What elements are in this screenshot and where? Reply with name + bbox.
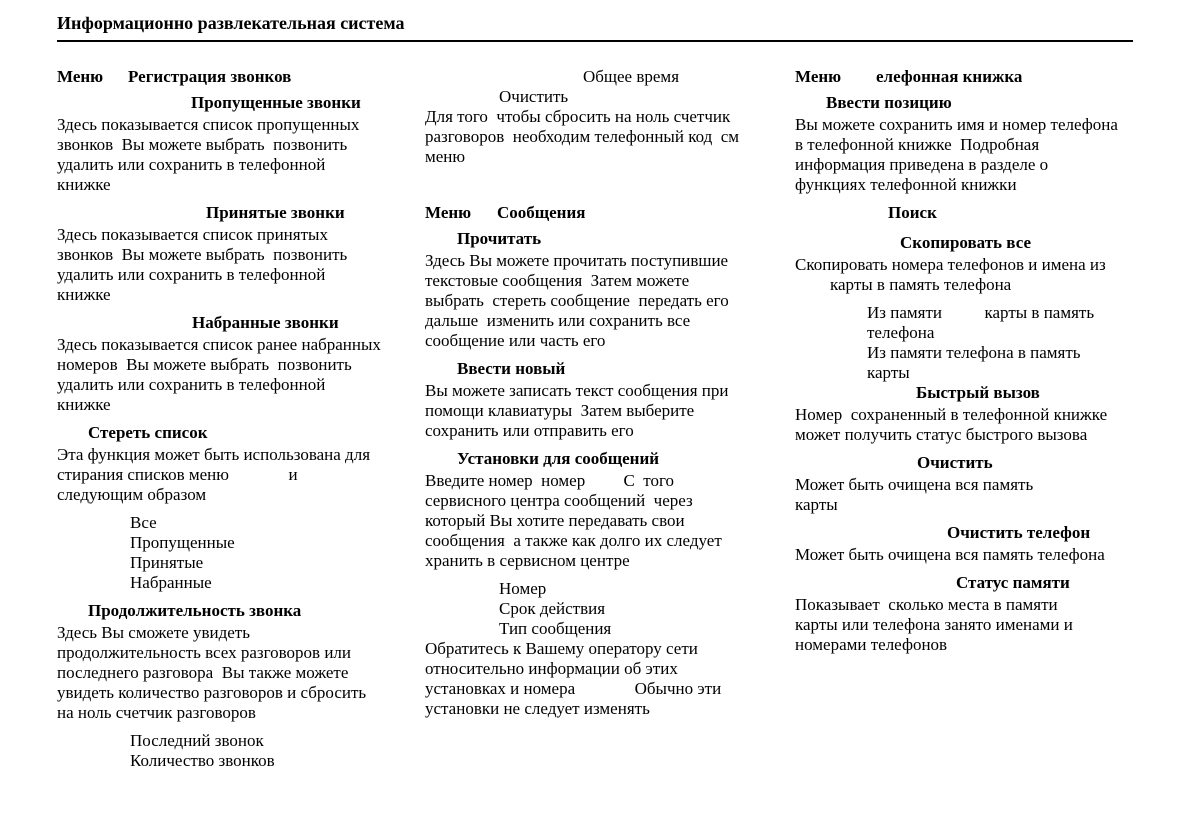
list-item: Пропущенные <box>130 533 235 552</box>
text-line: Из памяти карты в память <box>867 303 1095 322</box>
menu-label: Меню <box>57 67 104 86</box>
text-line: помощи клавиатуры Затем выберите <box>425 401 695 420</box>
text-line: Здесь показывается список пропущенных <box>57 115 360 134</box>
heading-missed-calls: Пропущенные звонки <box>191 93 361 112</box>
section-title-phonebook: елефонная книжка <box>876 67 1023 86</box>
text-line: удалить или сохранить в телефонной <box>57 375 326 394</box>
text-line: информация приведена в разделе о <box>795 155 1049 174</box>
text-line: удалить или сохранить в телефонной <box>57 265 326 284</box>
text-line: дальше изменить или сохранить все <box>425 311 691 330</box>
heading-memory-status: Статус памяти <box>956 573 1070 592</box>
list-item: Принятые <box>130 553 204 572</box>
text-line: разговоров необходим телефонный код см <box>425 127 740 146</box>
text-line: Вы можете записать текст сообщения при <box>425 381 729 400</box>
text-line: функциях телефонной книжки <box>795 175 1017 194</box>
list-item: Набранные <box>130 573 212 592</box>
text-line: сообщение или часть его <box>425 331 606 350</box>
text-line: выбрать стереть сообщение передать его <box>425 291 729 310</box>
text-line: книжке <box>57 395 111 414</box>
text-line: установки не следует изменять <box>425 699 650 718</box>
text-line: сервисного центра сообщений через <box>425 491 693 510</box>
text-line: на ноль счетчик разговоров <box>57 703 256 722</box>
paragraph-received-calls <box>57 225 347 305</box>
text-line: Обратитесь к Вашему оператору сети <box>425 639 698 658</box>
text-line: книжке <box>57 175 111 194</box>
text-line: Здесь Вы можете прочитать поступившие <box>425 251 729 270</box>
text-line: может получить статус быстрого вызова <box>795 425 1088 444</box>
list-item: Все <box>130 513 157 532</box>
heading-message-settings: Установки для сообщений <box>457 449 660 468</box>
text-line: следующим образом <box>57 485 207 504</box>
option-phone-to-card <box>867 343 1081 383</box>
text-line: Здесь Вы сможете увидеть <box>57 623 250 642</box>
heading-new-message: Ввести новый <box>457 359 566 378</box>
clear-item: Очистить <box>499 87 569 106</box>
header-divider <box>57 40 1133 42</box>
option-card-to-phone <box>867 303 1094 343</box>
heading-add-entry: Ввести позицию <box>826 93 952 112</box>
text-line: Эта функция может быть использована для <box>57 445 371 464</box>
heading-call-duration: Продолжительность звонка <box>88 601 302 620</box>
text-line: меню <box>425 147 466 166</box>
list-item: Последний звонок <box>130 731 264 750</box>
heading-clear-card: Очистить <box>917 453 993 472</box>
text-line: номерами телефонов <box>795 635 948 654</box>
text-line: удалить или сохранить в телефонной <box>57 155 326 174</box>
paragraph-message-settings <box>425 471 722 571</box>
list-item: Тип сообщения <box>499 619 612 638</box>
clear-list-options <box>130 513 235 593</box>
text-line: карты в память телефона <box>830 275 1012 294</box>
paragraph-memory-status <box>795 595 1073 655</box>
paragraph-reset-counter <box>425 107 739 167</box>
heading-copy-all: Скопировать все <box>900 233 1031 252</box>
text-line: карты <box>795 495 838 514</box>
text-line: продолжительность всех разговоров или <box>57 643 351 662</box>
text-line: Здесь показывается список принятых <box>57 225 328 244</box>
paragraph-clear-list <box>57 445 370 505</box>
paragraph-add-entry <box>795 115 1118 195</box>
paragraph-call-duration <box>57 623 366 723</box>
text-line: Здесь показывается список ранее набранных <box>57 335 381 354</box>
text-line: установках и номера Обычно эти <box>425 679 722 698</box>
paragraph-read <box>425 251 729 351</box>
text-line: стирания списков меню и <box>57 465 298 484</box>
text-line: номеров Вы можете выбрать позвонить <box>57 355 352 374</box>
message-settings-options <box>499 579 611 639</box>
text-line: Введите номер номер С того <box>425 471 675 490</box>
text-line: Для того чтобы сбросить на ноль счетчик <box>425 107 731 126</box>
text-line: карты или телефона занято именами и <box>795 615 1073 634</box>
text-line: текстовые сообщения Затем можете <box>425 271 690 290</box>
text-line: звонков Вы можете выбрать позвонить <box>57 135 348 154</box>
text-line: который Вы хотите передавать свои <box>425 511 685 530</box>
heading-dialed-calls: Набранные звонки <box>192 313 339 332</box>
text-line: карты <box>867 363 910 382</box>
text-line: относительно информации об этих <box>425 659 678 678</box>
list-item: Номер <box>499 579 547 598</box>
heading-clear-phone: Очистить телефон <box>947 523 1091 542</box>
text-line: Показывает сколько места в памяти <box>795 595 1058 614</box>
text-line: Может быть очищена вся память <box>795 475 1034 494</box>
page-title: Информационно развлекательная система <box>57 13 405 33</box>
paragraph-missed-calls <box>57 115 359 195</box>
text-line: увидеть количество разговоров и сбросить <box>57 683 367 702</box>
paragraph-speed-dial <box>795 405 1107 445</box>
menu-label: Меню <box>795 67 842 86</box>
text-line: Вы можете сохранить имя и номер телефона <box>795 115 1118 134</box>
paragraph-clear-card <box>795 475 1033 515</box>
paragraph-new-message <box>425 381 729 441</box>
text-line: звонков Вы можете выбрать позвонить <box>57 245 348 264</box>
text-line: книжке <box>57 285 111 304</box>
text-line: сохранить или отправить его <box>425 421 634 440</box>
list-item: Срок действия <box>499 599 606 618</box>
call-duration-options <box>130 731 275 771</box>
text-line: Номер сохраненный в телефонной книжке <box>795 405 1108 424</box>
menu-label: Меню <box>425 203 472 222</box>
total-time-item: Общее время <box>583 67 680 86</box>
section-title-messages: Сообщения <box>497 203 586 222</box>
heading-read: Прочитать <box>457 229 542 248</box>
heading-search: Поиск <box>888 203 937 222</box>
text-line: Скопировать номера телефонов и имена из <box>795 255 1106 274</box>
text-line: последнего разговора Вы также можете <box>57 663 349 682</box>
section-title-call-register: Регистрация звонков <box>128 67 292 86</box>
text-line: в телефонной книжке Подробная <box>795 135 1040 154</box>
paragraph-operator-note <box>425 639 721 719</box>
heading-speed-dial: Быстрый вызов <box>916 383 1040 402</box>
text-line: телефона <box>867 323 935 342</box>
text-line: Из памяти телефона в память <box>867 343 1081 362</box>
text-line: Может быть очищена вся память телефона <box>795 545 1105 564</box>
paragraph-clear-phone <box>795 545 1105 565</box>
paragraph-dialed-calls <box>57 335 381 415</box>
text-line: сообщения а также как долго их следует <box>425 531 722 550</box>
heading-received-calls: Принятые звонки <box>206 203 345 222</box>
heading-clear-list: Стереть список <box>88 423 208 442</box>
text-line: хранить в сервисном центре <box>425 551 630 570</box>
list-item: Количество звонков <box>130 751 275 770</box>
